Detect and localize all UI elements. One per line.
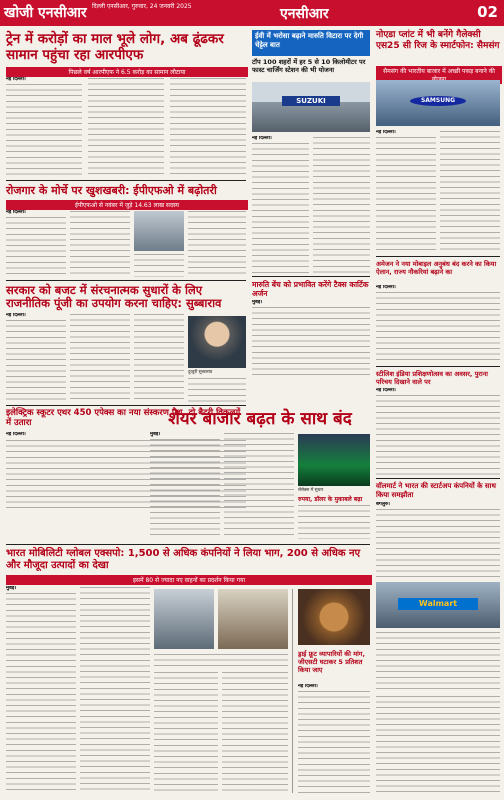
rbi-body [376,292,500,362]
divider [6,544,370,545]
suzuki-subheadline: टॉप 100 शहरों में हर 5 से 10 किलोमीटर पर फास्ट चार्जिंग स्टेशन की भी योजना [252,58,366,74]
gcc-body-col-2 [80,587,150,793]
market-headline: शेयर बाजार बढ़त के साथ बंद [168,409,352,429]
budget-body-col-3 [134,314,184,402]
walmart-body-2 [376,632,500,692]
suzuki-photo [252,82,370,132]
suzuki-headline: ईवी में भरोसा बढ़ाने मारुति विटारा पर देगी चेट्टेल बात [252,30,370,56]
gcc-body-col-1 [6,593,76,793]
market-dateline: मुंबई। [150,432,161,437]
gcc-strip: इसमें 80 से ज्यादा नए वाहनों का प्रदर्शन किया गया [6,575,372,585]
masthead [0,0,504,26]
divider [376,366,500,367]
budget-body-col-4 [188,378,246,402]
budget-headline: सरकार को बजट में संरचनात्मक सुधारों के लिए राजनीतिक पूंजी का उपयोग करना चाहिए: सुब्बाराव [6,283,222,311]
market-photo [298,434,370,486]
railway-strip: पिछले वर्ष आरपीएफ ने 6.5 करोड़ का सामान लौटाया [6,67,248,77]
divider [6,280,246,281]
jobs-body-col-2 [70,211,130,277]
railway-body-col-2 [88,78,164,176]
steel-dateline: नई दिल्ली। [376,388,396,393]
steel-body [376,395,500,475]
jobs-dateline: नई दिल्ली। [6,210,26,215]
walmart-photo [376,582,500,628]
jobs-headline: रोजगार के मोर्चे पर खुशखबरी: ईपीएफओ में बढ़ोतरी [6,184,217,197]
samsung-photo [376,80,500,126]
trade-body [298,691,370,793]
tractor-body [252,307,370,379]
trade-headline: ड्राई फ्रूट व्यापारियों की मांग, जीएसटी घटाकर 5 प्रतिशत किया जाए [298,650,365,674]
market-subheadline: रुपया, डॉलर के मुकाबले बढ़ा [298,496,363,503]
ev-dateline: नई दिल्ली। [6,432,26,437]
gcc-body-col-4 [222,672,288,793]
budget-photo-caption: दुव्वुरी सुब्बाराव [188,370,213,375]
suzuki-dateline: नई दिल्ली। [252,136,272,141]
samsung-dateline: नई दिल्ली। [376,130,396,135]
divider [376,478,500,479]
walmart-dateline: बेंगलुरु। [376,502,390,507]
trade-photo [298,589,370,645]
samsung-strip: सैमसंग की भारतीय बाजार में अच्छी पकड़ बनाने की [376,66,502,84]
walmart-headline: वॉलमार्ट ने भारत की स्टार्टअप कंपनियों के साथ किया समझौता [376,482,496,499]
walmart-logo: Walmart [398,598,478,610]
market-body-col-1 [150,439,220,539]
jobs-caption-lines [134,254,184,277]
gcc-headline: भारत मोबिलिटी ग्लोबल एक्सपो: 1,500 से अधिक कंपनियों ने लिया भाग, 200 से अधिक नए और मौजूदा उत्पादों का देखा [6,548,361,571]
tractor-headline: मारुति बेंच को प्रभावित करेंगे टैक्स कार्टिक अर्जन [252,280,369,298]
divider [376,256,500,257]
market-body-col-3 [298,505,370,539]
section-name: एनसीआर [280,6,329,22]
market-body-col-2 [224,433,294,539]
gcc-photo-caption [154,654,288,668]
samsung-headline: नोएडा प्लांट में भी बनेंगे गैलेक्सी एस25 सी रिज के स्मार्टफोन: सैमसंग [376,30,500,51]
gcc-photo-1 [154,589,214,649]
budget-dateline: नई दिल्ली। [6,313,26,318]
railway-headline: ट्रेन में करोड़ों का माल भूले लोग, अब ढूंढकर सामान पहुंचा रहा आरपीएफ [6,31,224,63]
rbi-dateline: नई दिल्ली। [376,285,396,290]
suzuki-logo: SUZUKI [282,96,340,106]
railway-body-col-1 [6,84,82,176]
budget-body-col-1 [6,320,66,402]
market-photo-caption: सेंसेक्स में सुधार [298,488,324,493]
gcc-body-col-3 [154,672,218,793]
suzuki-body-col-1 [252,143,309,273]
railway-dateline: नई दिल्ली। [6,77,26,82]
budget-photo [188,316,246,368]
divider [292,589,293,793]
samsung-body-col-1 [376,137,436,253]
gcc-photo-2 [218,589,288,649]
edition-date: दिल्ली एनसीआर, गुरुवार, 24 जनवरी 2025 [92,3,192,10]
divider [6,180,246,181]
budget-body-col-2 [70,314,130,402]
ev-headline: इलेक्ट्रिक स्कूटर एथर 450 एपेक्स का नया संस्करण पेश, दो बैटरी विकल्पों में उतारा [6,408,241,428]
divider [252,276,370,277]
railway-body-col-3 [170,78,246,176]
steel-headline: स्टीलिश इंडिया प्रशिक्षणोत्सव का अवसर, पुराना परिचय दिखाने वाले पर [376,370,488,386]
page-number: 02 [477,3,498,21]
suzuki-body-col-2 [313,137,370,273]
gcc-dateline: मुंबई। [6,586,17,591]
trade-dateline: नई दिल्ली। [298,684,318,689]
rbi-headline: अमेजन ने नया मोबाइल अनुबंध बंद करने का किया ऐलान, राज्य नौकरियां बढ़ाने का [376,260,497,276]
walmart-body [376,509,500,579]
walmart-body-3 [376,696,500,793]
samsung-logo: SAMSUNG [410,96,466,106]
tractor-dateline: मुंबई। [252,300,263,305]
jobs-strip: ईपीएफओ से नवंबर में जुड़े 14.63 लाख सदस्य [6,200,248,210]
newspaper-name: खोजी एनसीआर [4,5,87,21]
divider [6,405,246,406]
jobs-body-col-3 [188,211,246,277]
jobs-photo [134,211,184,251]
samsung-body-col-2 [440,131,500,253]
jobs-body-col-1 [6,217,66,277]
